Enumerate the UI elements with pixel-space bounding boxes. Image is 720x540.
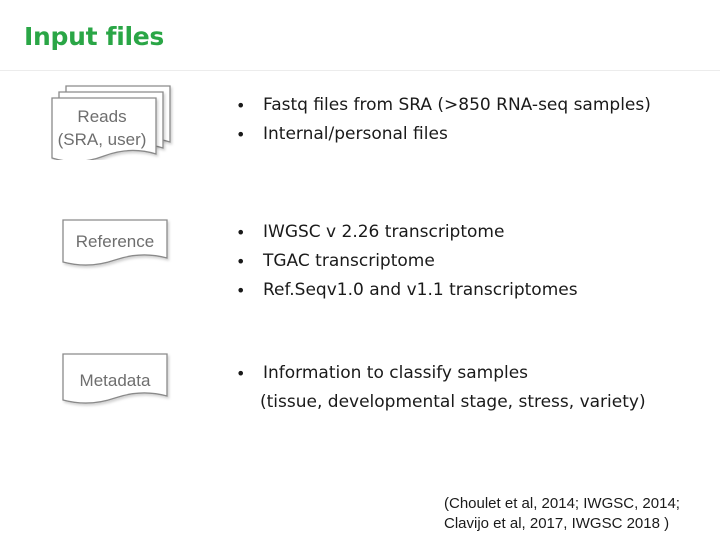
citation bbox=[444, 494, 680, 534]
document-icon bbox=[58, 352, 178, 412]
document-icon bbox=[58, 216, 178, 272]
list-item-text: Information to classify samples bbox=[263, 363, 529, 383]
list-item: • Ref.Seqv1.0 and v1.1 transcriptomes bbox=[236, 276, 578, 305]
list-item-continuation: (tissue, developmental stage, stress, variety) bbox=[260, 392, 646, 412]
citation-line: Clavijo et al, 2017, IWGSC 2018 ) bbox=[444, 515, 670, 532]
page-title: Input files bbox=[24, 22, 164, 51]
icon-label: Reads bbox=[77, 107, 127, 126]
icon-label: Metadata bbox=[79, 371, 151, 390]
list-item bbox=[236, 359, 646, 417]
reference-bullet-list bbox=[236, 218, 578, 305]
list-item: • TGAC transcriptome bbox=[236, 247, 578, 276]
title-divider bbox=[0, 70, 720, 71]
metadata-bullet-list bbox=[236, 359, 646, 417]
citation-line: (Choulet et al, 2014; IWGSC, 2014; bbox=[444, 495, 680, 512]
list-item: • Internal/personal files bbox=[236, 120, 651, 149]
list-item: • Fastq files from SRA (>850 RNA-seq samples) bbox=[236, 91, 651, 120]
icon-label: (SRA, user) bbox=[57, 130, 147, 149]
icon-label: Reference bbox=[75, 232, 155, 251]
list-item: • IWGSC v 2.26 transcriptome bbox=[236, 218, 578, 247]
reads-bullet-list bbox=[236, 91, 651, 149]
document-stack-icon bbox=[44, 84, 176, 160]
